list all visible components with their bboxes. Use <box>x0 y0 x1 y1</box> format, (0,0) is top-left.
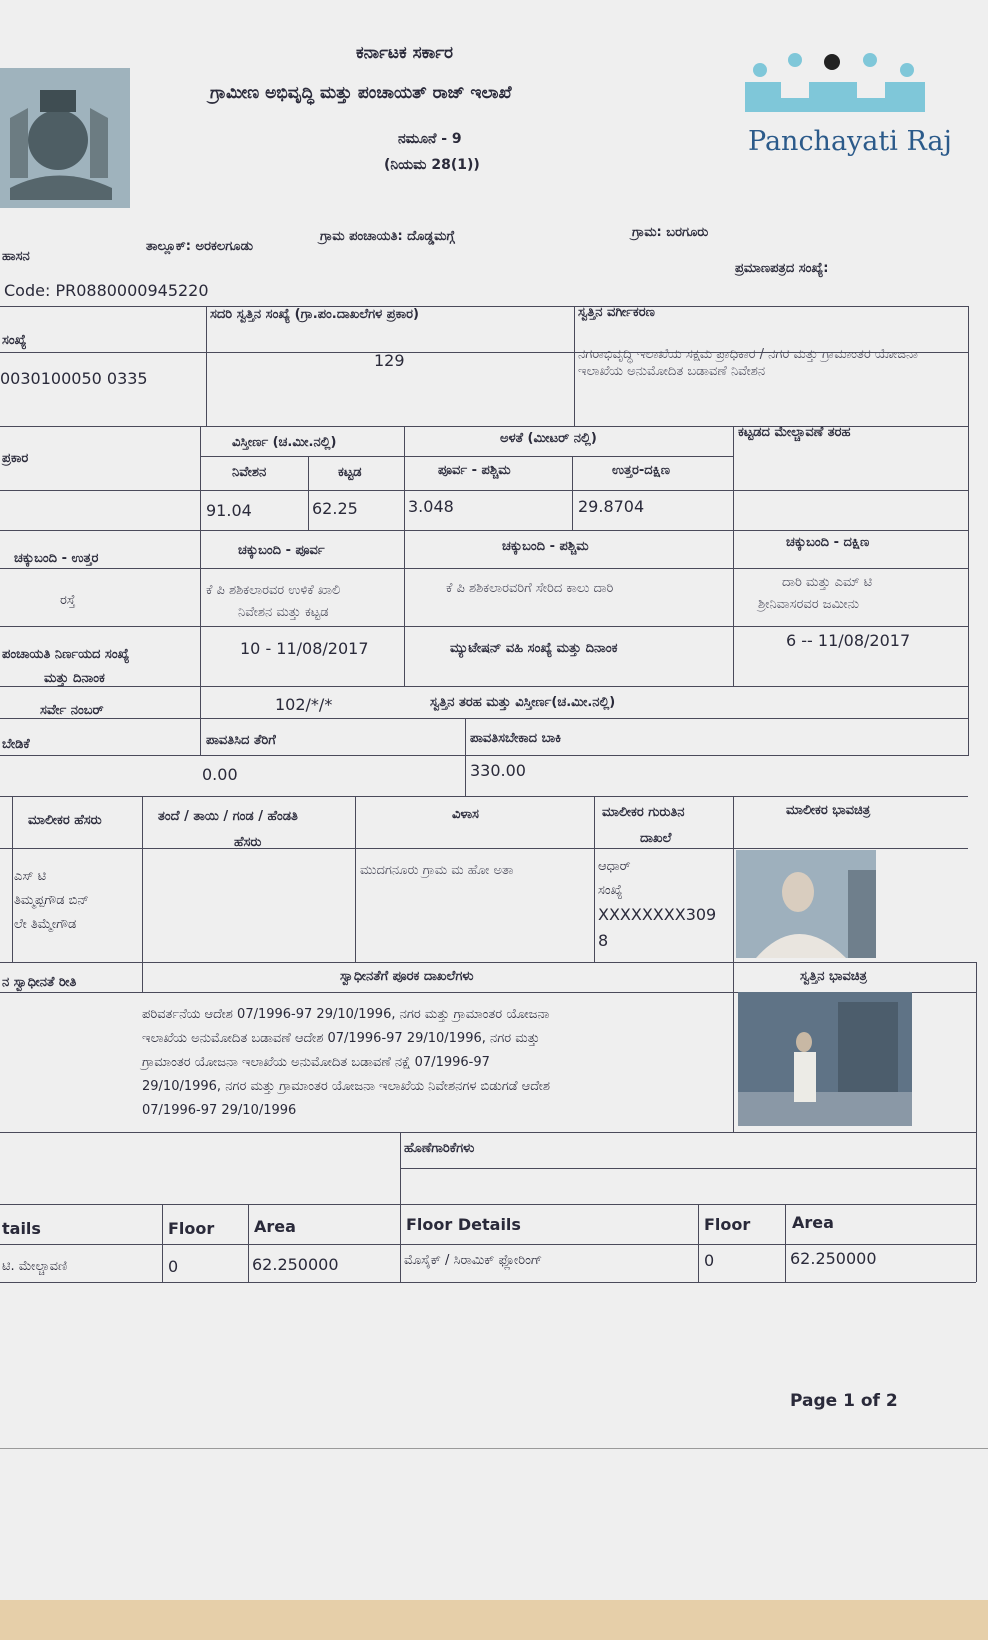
boundary-west-value: ಕೆ ಪಿ ಶಶಿಕಲಾರವರಿಗೆ ಸೇರಿದ ಕಾಲು ದಾರಿ <box>446 581 614 596</box>
tax-paid-label: ಪಾವತಿಸಿದ ತೆರಿಗೆ <box>206 733 276 748</box>
extent-label: ವಿಸ್ತೀರ್ಣ (ಚ.ಮೀ.ನಲ್ಲಿ) <box>232 435 337 450</box>
owner-name-line-2: ತಿಮ್ಮಪ್ಪಗೌಡ ಬಿನ್ <box>14 893 89 908</box>
ownership-doc-line-3: ಗ್ರಾಮಾಂತರ ಯೋಜನಾ ಇಲಾಖೆಯ ಅನುಮೋದಿತ ಬಡಾವಣೆ ನಕ್ಷೆ 07/1996-97 <box>142 1055 490 1070</box>
paper-fold <box>0 1448 988 1449</box>
tax-balance-label: ಪಾವತಿಸಬೇಕಾದ ಬಾಕಿ <box>470 731 562 746</box>
owner-name-label: ಮಾಲೀಕರ ಹೆಸರು <box>28 813 102 828</box>
certificate-number-label: ಪ್ರಮಾಣಪತ್ರದ ಸಂಖ್ಯೆ: <box>735 261 829 276</box>
panchayati-raj-logo-icon <box>745 42 925 122</box>
owner-id-line-2: ಸಂಖ್ಯೆ <box>598 883 623 898</box>
boundary-east-value-2: ನಿವೇಶನ ಮತ್ತು ಕಟ್ಟಡ <box>238 605 329 620</box>
owner-id-line-4: 8 <box>598 931 609 950</box>
owner-id-label: ಮಾಲೀಕರ ಗುರುತಿನ <box>602 805 685 820</box>
property-code: Code: PR0880000945220 <box>4 281 209 300</box>
site-area-value: 91.04 <box>206 501 252 520</box>
owner-id-label-2: ದಾಖಲೆ <box>640 831 672 846</box>
property-type-label: ಪ್ರಕಾರ <box>2 451 29 466</box>
boundary-east-label: ಚಕ್ಕುಬಂದಿ - ಪೂರ್ವ <box>238 543 325 558</box>
property-class-value: ನಗರಾಭಿವೃದ್ಧಿ ಇಲಾಖೆಯ ಸಕ್ಷಮ ಪ್ರಾಧಿಕಾರ / ನಗರ ಮತ್ತು ಗ್ರಾಮಾಂತರ ಯೋಜನಾ ಇಲಾಖೆಯ ಅನುಮೋದಿತ ಬಡಾವಣೆ ನಿವೇಶನ <box>578 347 918 379</box>
panchayati-raj-logo-text: Panchayati Raj <box>748 126 952 157</box>
site-label: ನಿವೇಶನ <box>232 465 267 480</box>
area-label-left: Area <box>254 1217 296 1236</box>
tax-label: ಬೇಡಿಕೆ <box>2 737 30 752</box>
floor-right-area: 62.250000 <box>790 1249 877 1268</box>
ownership-mode-label: ನ ಸ್ವಾಧೀನತೆ ರೀತಿ <box>2 975 77 990</box>
ownership-docs-label: ಸ್ವಾಧೀನತೆಗೆ ಪೂರಕ ದಾಖಲೆಗಳು <box>340 969 474 984</box>
mutation-value: 6 -- 11/08/2017 <box>786 631 911 650</box>
ownership-doc-line-5: 07/1996-97 29/10/1996 <box>142 1103 297 1118</box>
floor-label-left: Floor <box>168 1219 215 1238</box>
floor-left-area: 62.250000 <box>252 1255 339 1274</box>
boundary-south-label: ಚಕ್ಕುಬಂದಿ - ದಕ್ಷಿಣ <box>786 535 870 550</box>
north-south-value: 29.8704 <box>578 497 645 516</box>
resolution-value: 10 - 11/08/2017 <box>240 639 369 658</box>
type-area-label: ಸ್ವತ್ತಿನ ತರಹ ಮತ್ತು ವಿಸ್ತೀರ್ಣ(ಚ.ಮೀ.ನಲ್ಲಿ) <box>430 695 616 710</box>
tax-paid-value: 0.00 <box>202 765 238 784</box>
owner-photo <box>736 850 876 958</box>
owner-id-line-3: XXXXXXXX309 <box>598 905 717 924</box>
boundary-west-label: ಚಕ್ಕುಬಂದಿ - ಪಶ್ಚಿಮ <box>502 539 589 554</box>
dimensions-label: ಅಳತೆ (ಮೀಟರ್ ನಲ್ಲಿ) <box>500 431 597 446</box>
east-west-label: ಪೂರ್ವ - ಪಶ್ಚಿಮ <box>438 463 511 478</box>
east-west-value: 3.048 <box>408 497 454 516</box>
boundary-east-value: ಕೆ ಪಿ ಶಶಿಕಲಾರವರ ಉಳಿಕೆ ಖಾಲಿ <box>206 583 341 598</box>
survey-label: ಸರ್ವೇ ನಂಬರ್ <box>40 703 104 718</box>
property-number-label: ಸದರಿ ಸ್ವತ್ತಿನ ಸಂಖ್ಯೆ (ಗ್ರಾ.ಪಂ.ದಾಖಲೆಗಳ ಪ್ರಕಾರ) <box>210 307 419 322</box>
boundary-north-value: ರಸ್ತೆ <box>60 593 76 608</box>
boundary-south-value-2: ಶ್ರೀನಿವಾಸರವರ ಜಮೀನು <box>758 597 860 612</box>
background-surface <box>0 1600 988 1640</box>
building-area-value: 62.25 <box>312 499 358 518</box>
department-title: ಗ್ರಾಮೀಣ ಅಭಿವೃದ್ಧಿ ಮತ್ತು ಪಂಚಾಯತ್ ರಾಜ್ ಇಲಾಖೆ <box>210 83 512 103</box>
owner-name-line-3: ಲೇ ತಿಮ್ಮೇಗೌಡ <box>14 917 77 932</box>
property-id-value: 0030100050 0335 <box>0 369 148 388</box>
government-title: ಕರ್ನಾಟಕ ಸರ್ಕಾರ <box>356 43 454 63</box>
property-class-label: ಸ್ವತ್ತಿನ ವರ್ಗೀಕರಣ <box>578 305 655 320</box>
property-photo-label: ಸ್ವತ್ತಿನ ಭಾವಚಿತ್ರ <box>800 969 867 984</box>
floor-right-details: ಮೊಸೈಕ್ / ಸಿರಾಮಿಕ್ ಫ್ಲೋರಿಂಗ್ <box>404 1253 543 1268</box>
resolution-label-2: ಮತ್ತು ದಿನಾಂಕ <box>44 671 105 686</box>
mutation-label: ಮ್ಯುಟೇಷನ್ ವಹಿ ಸಂಖ್ಯೆ ಮತ್ತು ದಿನಾಂಕ <box>450 641 618 656</box>
floor-left-details: ಟಿ. ಮೇಲ್ಚಾವಣಿ <box>2 1259 68 1274</box>
owner-relation-label: ತಂದೆ / ತಾಯಿ / ಗಂಡ / ಹೆಂಡತಿ <box>158 809 298 824</box>
gram-panchayat: ಗ್ರಾಮ ಪಂಚಾಯತಿ: ದೊಡ್ಡಮಗ್ಗೆ <box>320 229 455 244</box>
north-south-label: ಉತ್ತರ-ದಕ್ಷಿಣ <box>612 463 671 478</box>
form-rule: (ನಿಯಮ 28(1)) <box>384 157 480 173</box>
tax-balance-value: 330.00 <box>470 761 526 780</box>
karnataka-emblem <box>0 68 130 208</box>
resolution-label: ಪಂಚಾಯತಿ ನಿರ್ಣಯದ ಸಂಖ್ಯೆ <box>2 647 130 662</box>
form-number: ನಮೂನೆ - 9 <box>398 131 462 147</box>
building-label: ಕಟ್ಟಡ <box>338 465 362 480</box>
owner-address-label: ವಿಳಾಸ <box>452 807 479 822</box>
district: ಹಾಸನ <box>2 249 30 264</box>
ownership-doc-line-2: ಇಲಾಖೆಯ ಅನುಮೋದಿತ ಬಡಾವಣೆ ಆದೇಶ 07/1996-97 29/10/1996, ನಗರ ಮತ್ತು <box>142 1031 540 1046</box>
owner-address-value: ಮುದಗನೂರು ಗ್ರಾಮ ಮ ಹೋ ಅತಾ <box>360 863 514 878</box>
floor-right-floor: 0 <box>704 1251 715 1270</box>
area-label-right: Area <box>792 1213 834 1232</box>
floor-details-label-right: Floor Details <box>406 1215 521 1234</box>
property-photo <box>738 992 912 1126</box>
ownership-doc-line-4: 29/10/1996, ನಗರ ಮತ್ತು ಗ್ರಾಮಾಂತರ ಯೋಜನಾ ಇಲಾಖೆಯ ನಿವೇಶನಗಳ ಬಿಡುಗಡೆ ಆದೇಶ <box>142 1079 551 1094</box>
floor-left-floor: 0 <box>168 1257 179 1276</box>
owner-photo-label: ಮಾಲೀಕರ ಭಾವಚಿತ್ರ <box>786 803 871 818</box>
property-number-value: 129 <box>374 351 405 370</box>
roof-type-label: ಕಟ್ಟಡದ ಮೇಲ್ಚಾವಣೆ ತರಹ <box>738 425 851 440</box>
owner-relation-label-2: ಹೆಸರು <box>234 835 262 850</box>
village: ಗ್ರಾಮ: ಬರಗೂರು <box>632 225 709 240</box>
ownership-doc-line-1: ಪರಿವರ್ತನೆಯ ಆದೇಶ 07/1996-97 29/10/1996, ನಗರ ಮತ್ತು ಗ್ರಾಮಾಂತರ ಯೋಜನಾ <box>142 1007 550 1022</box>
floor-label-right: Floor <box>704 1215 751 1234</box>
boundary-south-value: ದಾರಿ ಮತ್ತು ಎಮ್ ಟಿ <box>782 575 873 590</box>
floor-details-label-left: tails <box>2 1219 41 1238</box>
liabilities-label: ಹೊಣೆಗಾರಿಕೆಗಳು <box>404 1141 475 1156</box>
owner-name-line-1: ಎಸ್ ಟಿ <box>14 869 47 884</box>
boundary-north-label: ಚಕ್ಕುಬಂದಿ - ಉತ್ತರ <box>14 551 99 566</box>
owner-id-line-1: ಆಧಾರ್ <box>598 859 631 874</box>
survey-value: 102/*/* <box>275 695 333 714</box>
taluk: ತಾಲ್ಲೂಕ್: ಅರಕಲಗೂಡು <box>146 239 253 254</box>
property-id-label: ಸಂಖ್ಯೆ <box>2 333 27 348</box>
page-number: Page 1 of 2 <box>790 1391 898 1411</box>
